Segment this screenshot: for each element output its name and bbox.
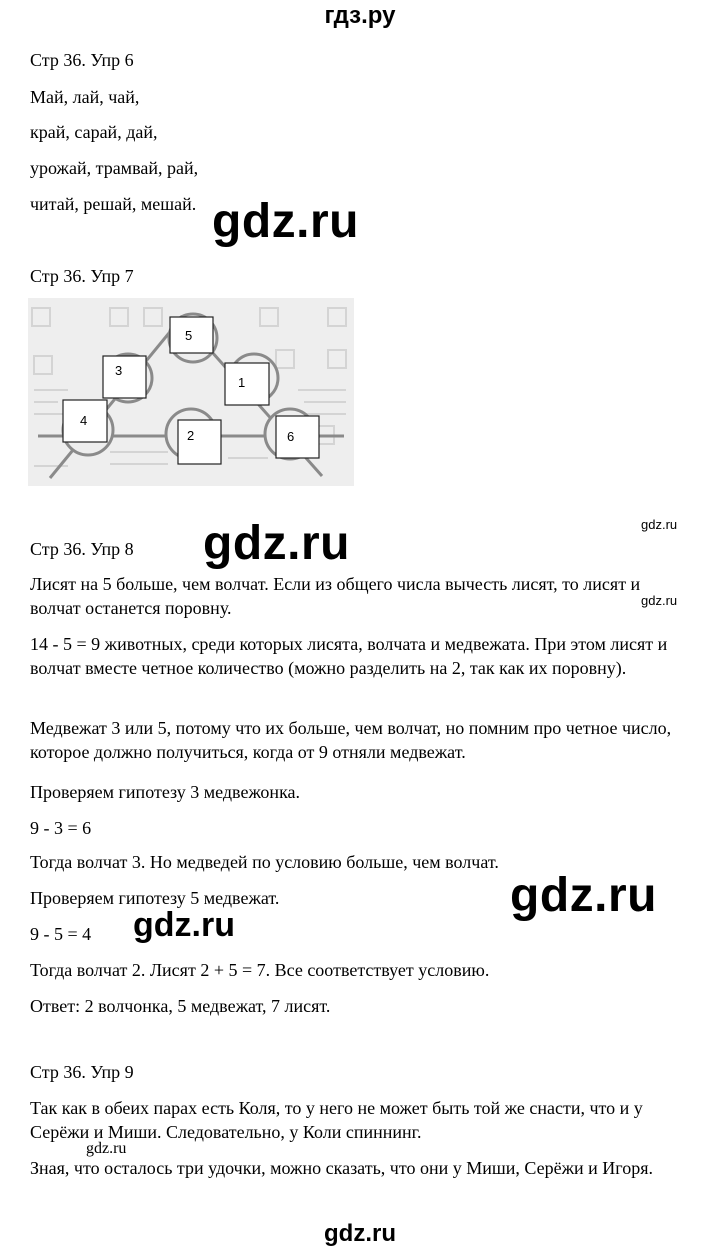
- number-box-2: [178, 420, 221, 464]
- ex8-paragraph-9: Тогда волчат 2. Лисят 2 + 5 = 7. Все соответствует условию.: [30, 960, 490, 980]
- ex6-line-2: край, сарай, дай,: [30, 122, 158, 142]
- number-box-1: [225, 363, 269, 405]
- watermark-small: gdz.ru: [86, 1140, 127, 1157]
- ex6-line-3: урожай, трамвай, рай,: [30, 158, 199, 178]
- number-box-3: [103, 356, 146, 398]
- ex9-heading: Стр 36. Упр 9: [30, 1062, 134, 1082]
- number-label: 3: [115, 363, 123, 378]
- number-label: 1: [238, 375, 246, 390]
- ex9-paragraph-1: Так как в обеих парах есть Коля, то у него не может быть той же снасти, что и у Серёжи и Миши. Следовательно, у Коли спиннинг.: [30, 1098, 643, 1142]
- watermark-small: gdz.ru: [641, 593, 678, 608]
- ex8-answer: Ответ: 2 волчонка, 5 медвежат, 7 лисят.: [30, 996, 331, 1016]
- ex6-heading: Стр 36. Упр 6: [30, 50, 134, 70]
- ex7-figure: [28, 298, 354, 486]
- ex6-line-1: Май, лай, чай,: [30, 87, 140, 107]
- watermark: gdz.ru: [212, 195, 359, 248]
- ex8-paragraph-8: 9 - 5 = 4: [30, 924, 92, 944]
- ex8-heading: Стр 36. Упр 8: [30, 539, 134, 559]
- ex8-paragraph-7: Проверяем гипотезу 5 медвежат.: [30, 888, 280, 908]
- ex8-paragraph-3: Медвежат 3 или 5, потому что их больше, чем волчат, но помним про четное число, которое должно получиться, когда от 9 отняли медвежат.: [30, 718, 672, 762]
- ex6-line-4: читай, решай, мешай.: [30, 194, 197, 214]
- watermark: gdz.ru: [133, 906, 235, 944]
- number-box-6: [276, 416, 319, 458]
- watermark: gdz.ru: [203, 517, 350, 570]
- watermark: gdz.ru: [510, 869, 657, 922]
- number-label: 6: [287, 429, 295, 444]
- ex9-paragraph-2: Зная, что осталось три удочки, можно сказать, что они у Миши, Серёжи и Игоря.: [30, 1158, 653, 1178]
- site-header: гдз.ру: [324, 2, 396, 29]
- ex8-paragraph-5: 9 - 3 = 6: [30, 818, 92, 838]
- footer-watermark: gdz.ru: [324, 1220, 396, 1247]
- triangle-diagram: [28, 298, 354, 486]
- number-label: 5: [185, 328, 193, 343]
- ex8-paragraph-4: Проверяем гипотезу 3 медвежонка.: [30, 782, 301, 802]
- ex8-paragraph-6: Тогда волчат 3. Но медведей по условию больше, чем волчат.: [30, 852, 499, 872]
- watermark-small: gdz.ru: [641, 517, 678, 532]
- ex8-paragraph-1: Лисят на 5 больше, чем волчат. Если из общего числа вычесть лисят, то лисят и волчат останется поровну.: [30, 574, 641, 618]
- number-label: 4: [80, 413, 88, 428]
- number-label: 2: [187, 428, 195, 443]
- ex8-paragraph-2: 14 - 5 = 9 животных, среди которых лисята, волчата и медвежата. При этом лисят и волчат вместе четное количество (можно разделить на 2, так как их поровну).: [30, 634, 668, 678]
- ex7-heading: Стр 36. Упр 7: [30, 266, 134, 286]
